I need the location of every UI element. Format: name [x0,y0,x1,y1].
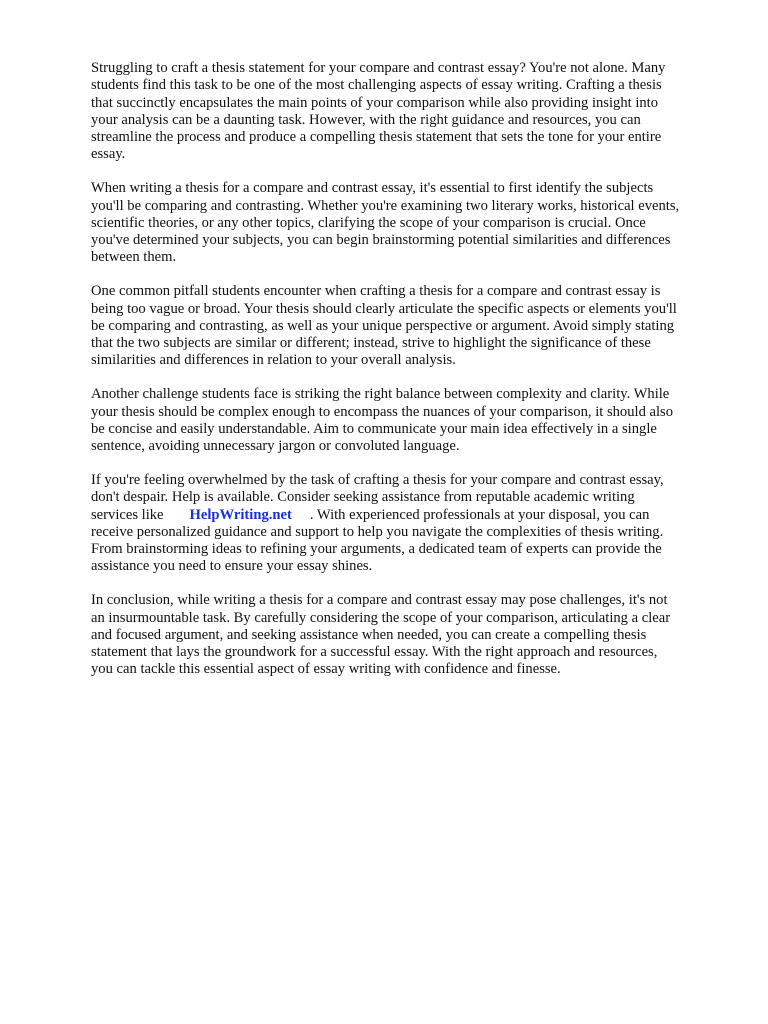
paragraph-conclusion: In conclusion, while writing a thesis for a compare and contrast essay may pose challenges, it's not an insurmountable task. By carefully considering the scope of your comparison, articulating a clear and focused argument, and seeking assistance when needed, you can create a compelling thesis statement that lays the groundwork for a successful essay. With the right approach and resources, you can tackle this essential aspect of essay writing with confidence and finesse. [91,592,671,678]
paragraph-pitfall: One common pitfall students encounter when crafting a thesis for a compare and contrast essay is being too vague or broad. Your thesis should clearly articulate the specific aspects or elements you'll be comparing and contrasting, as well as your unique perspective or argument. Avoid simply stating that the two subjects are similar or different; instead, strive to highlight the significance of these similarities and differences in relation to your overall analysis. [91,283,677,369]
help-text-after-link: . With experienced professionals at your disposal, you can receive personalized guidance and support to help you navigate the complexities of thesis writing. From brainstorming ideas to refining your arguments, a dedicated team of experts can provide the assistance you need to ensure your essay shines. [91,506,664,575]
paragraph-help [91,472,731,576]
paragraph-balance: Another challenge students face is striking the right balance between complexity and clarity. While your thesis should be complex enough to encompass the nuances of your comparison, it should also be concise and easily understandable. Aim to communicate your main idea effectively in a single sentence, avoiding unnecessary jargon or convoluted language. [91,386,674,455]
helpwriting-link[interactable]: HelpWriting.net [189,506,292,523]
paragraph-identify-subjects: When writing a thesis for a compare and contrast essay, it's essential to first identify the subjects you'll be comparing and contrasting. Whether you're examining two literary works, historical events, scientific theories, or any other topics, clarifying the scope of your comparison is crucial. Once you've determined your subjects, you can begin brainstorming potential similarities and differences between them. [91,180,680,266]
help-text-before-link: If you're feeling overwhelmed by the task of crafting a thesis for your compare and contrast essay, don't despair. Help is available. Consider seeking assistance from reputable academic writing services like [91,471,664,523]
paragraph-intro: Struggling to craft a thesis statement for your compare and contrast essay? You're not alone. Many students find this task to be one of the most challenging aspects of essay writing. Crafting a thesis that succinctly encapsulates the main points of your comparison while also providing insight into your analysis can be a daunting task. However, with the right guidance and resources, you can streamline the process and produce a compelling thesis statement that sets the tone for your entire essay. [91,60,666,163]
document-body [91,60,731,695]
